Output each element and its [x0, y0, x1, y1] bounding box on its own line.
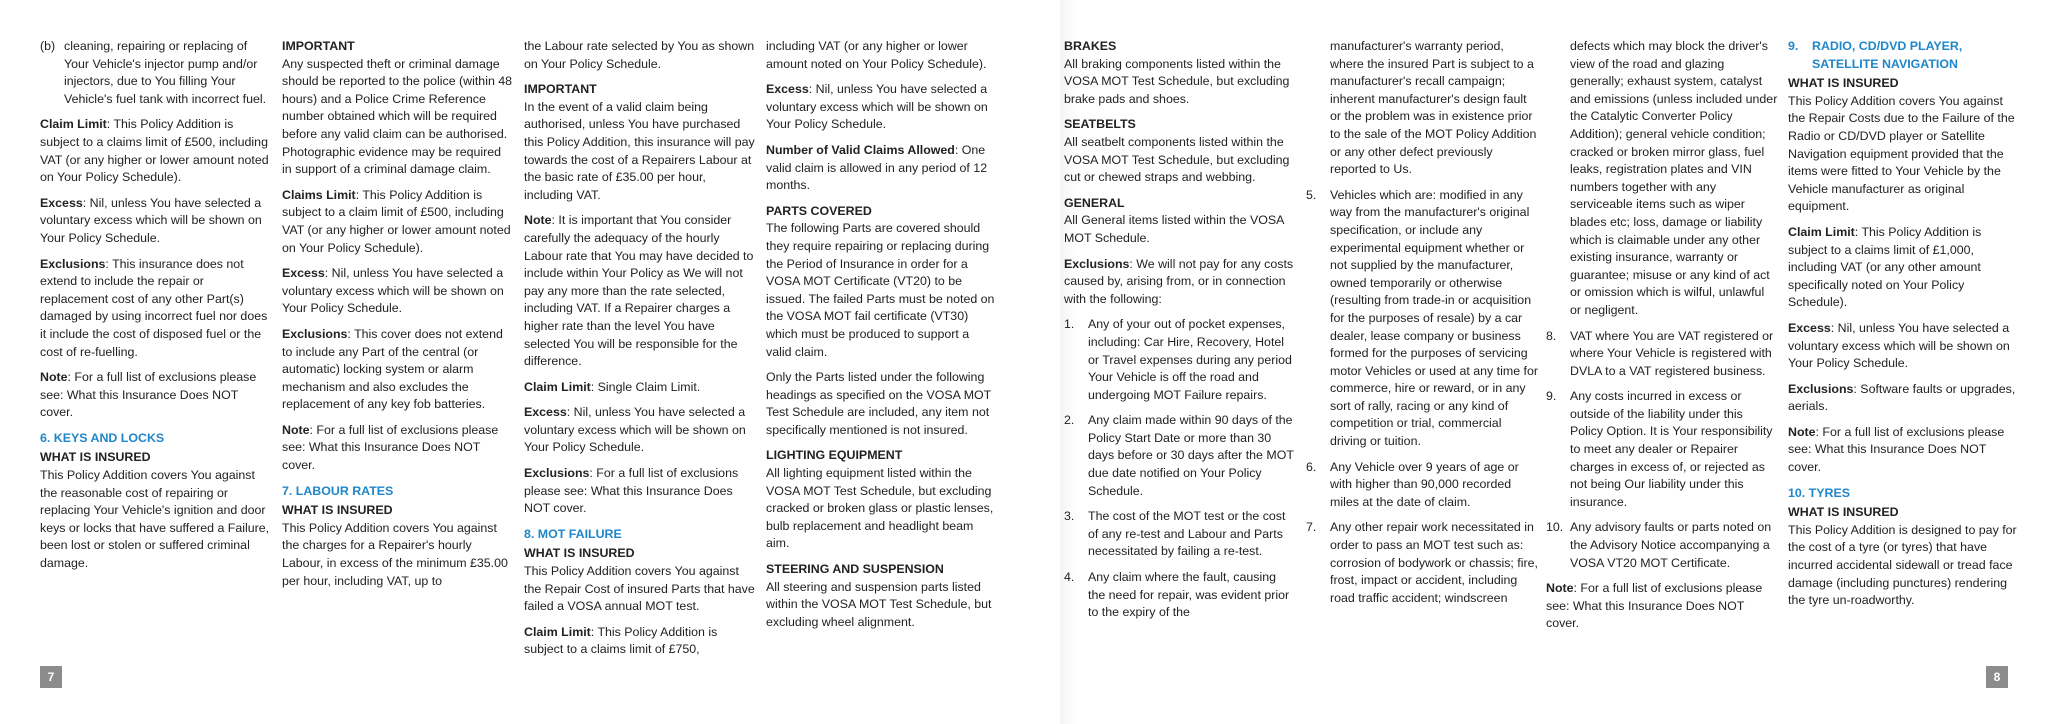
claim-limit-paragraph	[1788, 224, 2020, 312]
list-item	[1546, 388, 1778, 511]
list-item-number: 2.	[1064, 413, 1075, 428]
list-item	[1064, 569, 1296, 622]
excess-text: : Nil, unless You have selected a voluntary excess which will be shown on Your Policy Schedule.	[524, 405, 746, 455]
important-text: Any suspected theft or criminal damage should be reported to the police (within 48 hours) and a Police Crime Reference number obtained which will be required before any valid claim can be authorised. Photographic evidence may be required in support of a criminal damage claim.	[282, 56, 513, 177]
excess-label: Excess	[1788, 320, 1831, 335]
exclusions-paragraph	[1064, 256, 1296, 309]
continued-text: manufacturer's warranty period, where the insured Part is subject to a manufacturer's recall campaign; inherent manufacturer's design fault or the problem was in existence prior to the sale of the MOT Policy Addition or any other defect previously reported to Us.	[1330, 39, 1537, 177]
steering-suspension-text: All steering and suspension parts listed within the VOSA MOT Test Schedule, but excluding wheel alignment.	[766, 579, 992, 629]
claim-limit-paragraph	[524, 379, 756, 397]
claim-limit-paragraph	[40, 116, 272, 186]
column-6	[1306, 38, 1538, 615]
continued-text: including VAT (or any higher or lower amount noted on Your Policy Schedule).	[766, 39, 987, 71]
list-item-text: Any advisory faults or parts noted on the Advisory Notice accompanying a VOSA VT20 MOT Certificate.	[1570, 520, 1772, 570]
note-text: : For a full list of exclusions please see: What this Insurance Does NOT cover.	[282, 422, 499, 473]
claim-limit-text: : Single Claim Limit.	[590, 379, 701, 394]
list-item-text: VAT where You are VAT registered or where Your Vehicle is registered with DVLA to a VAT registered business.	[1570, 328, 1774, 378]
excess-label: Excess	[766, 82, 809, 97]
note-label: Note	[1788, 424, 1816, 439]
claim-limit-label: Claim Limit	[40, 117, 107, 132]
what-is-insured-heading: WHAT IS INSURED	[40, 450, 151, 465]
excess-text: : Nil, unless You have selected a voluntary excess which will be shown on Your Policy Schedule.	[766, 82, 988, 132]
list-item-text: Vehicles which are: modified in any way from the manufacturer's original specification, or include any experimental equipment whether or not supplied by the manufacturer, owned temporarily or otherwise (resulting from trade-in or acquisition for the purposes of resale) by a car dealer, lease company or business formed for the purposes of servicing motor Vehicles or used at any time for commerce, hire or reward, or in any sort of rally, racing or any kind of competition or trial, commercial driving or tuition.	[1330, 187, 1538, 449]
section-heading-labour-rates: 7. LABOUR RATES	[282, 483, 394, 498]
exclusions-label: Exclusions	[40, 256, 106, 271]
brakes-heading: BRAKES	[1064, 39, 1117, 53]
excess-paragraph	[524, 404, 756, 457]
list-item-text: cleaning, repairing or replacing of Your Vehicle's injector pump and/or injectors, due to You filling Your Vehicle's fuel tank with incorrect fuel.	[64, 39, 267, 106]
list-item-text: Any claim where the fault, causing the need for repair, was evident prior to the expiry of the	[1088, 570, 1290, 620]
column-1	[40, 38, 272, 581]
seatbelts-heading: SEATBELTS	[1064, 117, 1136, 132]
note-text: : For a full list of exclusions please see: What this Insurance Does NOT cover.	[40, 370, 257, 420]
note-label: Note	[40, 370, 68, 385]
exclusions-text: : This insurance does not extend to include the repair or replacement cost of any other Part(s) damaged by using incorrect fuel nor does it include the cost of disposed fuel or the cost of re-fuelling.	[40, 256, 268, 359]
excess-paragraph	[766, 81, 998, 134]
list-item-text: Any other repair work necessitated in order to pass an MOT test such as: corrosion of bodywork or chassis; fire, frost, impact or accident, including road traffic accident; windscreen	[1330, 520, 1538, 605]
excess-label: Excess	[40, 195, 83, 210]
column-2	[282, 38, 514, 598]
list-item-text: Any claim made within 90 days of the Policy Start Date or more than 30 days before or 30 days after the MOT due date notified on Your Policy Schedule.	[1088, 413, 1294, 498]
brakes-text: All braking components listed within the VOSA MOT Test Schedule, but excluding brake pads and shoes.	[1064, 56, 1290, 106]
list-item-number: 4.	[1064, 570, 1075, 585]
list-item-number: 7.	[1306, 520, 1317, 535]
list-item	[1064, 412, 1296, 500]
exclusions-paragraph	[524, 465, 756, 518]
column-3	[524, 38, 756, 667]
list-item-number: 6.	[1306, 459, 1317, 474]
exclusions-label: Exclusions	[1788, 381, 1854, 396]
excess-text: : Nil, unless You have selected a voluntary excess which will be shown on Your Policy Schedule.	[282, 266, 504, 316]
section-body: This Policy Addition covers You against the charges for a Repairer's hourly Labour, in excess of the minimum £35.00 per hour, including VAT, up to	[282, 520, 508, 588]
claims-limit-label: Claims Limit	[282, 187, 356, 202]
lighting-equipment-heading: LIGHTING EQUIPMENT	[766, 448, 903, 463]
exclusions-text: : We will not pay for any costs caused by, arising from, or in connection with the following:	[1064, 256, 1294, 306]
exclusions-paragraph	[282, 326, 514, 414]
page-number-left: 7	[40, 666, 62, 688]
note-label: Note	[524, 213, 552, 228]
claim-limit-text: : This Policy Addition is subject to a claims limit of £750,	[524, 624, 718, 657]
excess-label: Excess	[524, 405, 567, 420]
list-item-text: Any costs incurred in excess or outside of the liability under this Policy Option. It is Your responsibility to meet any dealer or Repairer charges in excess of, or rejected as not being Our liability under this insurance.	[1570, 389, 1773, 509]
valid-claims-label: Number of Valid Claims Allowed	[766, 142, 955, 157]
important-heading: IMPORTANT	[282, 39, 355, 53]
continued-text: defects which may block the driver's view of the road and glazing generally; exhaust system, catalyst and emissions (unless included under the Catalytic Converter Policy Addition); general vehicle condition; cracked or broken mirror glass, fuel leaks, registration plates and VIN numbers together with any serviceable items such as wiper blades etc; loss, damage or liability which is claimable under any other existing insurance, warranty or guarantee; misuse or any kind of act or omission which is wilful, unlawful or negligent.	[1570, 39, 1778, 317]
list-item	[1546, 328, 1778, 381]
what-is-insured-heading: WHAT IS INSURED	[1788, 76, 1899, 91]
what-is-insured-heading: WHAT IS INSURED	[1788, 505, 1899, 520]
list-item-number: 1.	[1064, 317, 1075, 332]
exclusions-paragraph	[40, 256, 272, 362]
list-item-text: Any of your out of pocket expenses, including: Car Hire, Recovery, Hotel or Travel expenses during any period Your Vehicle is off the road and undergoing MOT Failure repairs.	[1088, 317, 1292, 402]
section-body: This Policy Addition covers You against the Repair Costs due to the Failure of the Radio or CD/DVD player or Satellite Navigation equipment provided that the items were fitted to Your Vehicle by the Vehicle manufacturer as original equipment.	[1788, 93, 2015, 214]
exclusions-text: : This cover does not extend to include any Part of the central (or automatic) locking system or alarm mechanism and also excludes the replacement of any key fob batteries.	[282, 326, 503, 412]
list-item	[1306, 519, 1538, 607]
list-item-text: Any Vehicle over 9 years of age or with higher than 90,000 recorded miles at the date of claim.	[1330, 459, 1519, 509]
what-is-insured-heading: WHAT IS INSURED	[524, 546, 635, 561]
note-paragraph	[1546, 580, 1778, 633]
claims-limit-paragraph	[282, 187, 514, 257]
list-item	[40, 38, 272, 108]
exclusions-paragraph	[1788, 381, 2020, 416]
claim-limit-text: : This Policy Addition is subject to a claims limit of £500, including VAT (or any higher or lower amount noted on Your Policy Schedule).	[40, 117, 269, 185]
list-item-number: 3.	[1064, 509, 1075, 524]
exclusions-text: : For a full list of exclusions please see: What this Insurance Does NOT cover.	[524, 466, 739, 516]
section-heading-radio-satnav	[1788, 38, 2020, 73]
excess-text: : Nil, unless You have selected a voluntary excess which will be shown on Your Policy Schedule.	[40, 195, 262, 245]
valid-claims-text: : One valid claim is allowed in any period of 12 months.	[766, 142, 988, 193]
section-number: 9.	[1788, 39, 1799, 53]
page-number-right: 8	[1986, 666, 2008, 688]
continued-text: the Labour rate selected by You as shown on Your Policy Schedule.	[524, 39, 755, 71]
list-item-number: (b)	[40, 39, 56, 53]
claim-limit-text: : This Policy Addition is subject to a claims limit of £1,000, including VAT (or any other amount specifically noted on Your Policy Schedule).	[1788, 224, 1982, 310]
parts-covered-heading: PARTS COVERED	[766, 203, 872, 218]
list-item	[1306, 459, 1538, 512]
column-5	[1064, 38, 1296, 630]
exclusions-label: Exclusions	[524, 466, 590, 481]
important-text: In the event of a valid claim being authorised, unless You have purchased this Policy Addition, this insurance will pay towards the cost of a Repairers Labour at the basic rate of £35.00 per hour, including VAT.	[524, 99, 755, 202]
list-item-number: 8.	[1546, 328, 1557, 343]
general-heading: GENERAL	[1064, 195, 1125, 210]
section-heading-tyres: 10. TYRES	[1788, 485, 1850, 500]
list-item-number: 10.	[1546, 520, 1564, 535]
note-paragraph	[282, 422, 514, 475]
section-body: This Policy Addition covers You against the reasonable cost of repairing or replacing Your Vehicle's ignition and door keys or locks that have suffered a Failure, been lost or stolen or suffered criminal damage.	[40, 468, 270, 571]
valid-claims-paragraph	[766, 142, 998, 195]
list-item	[1306, 187, 1538, 451]
parts-covered-text: The following Parts are covered should they require repairing or replacing during the Period of Insurance in order for a VOSA MOT Certificate (VT20) to be issued. The failed Parts must be noted on the VOSA MOT fail certificate (VT30) which must be produced to support a valid claim.	[766, 221, 995, 359]
claim-limit-label: Claim Limit	[1788, 224, 1855, 239]
note-paragraph	[40, 369, 272, 422]
note-paragraph	[1788, 424, 2020, 477]
section-title: RADIO, CD/DVD PLAYER, SATELLITE NAVIGATION	[1812, 39, 1963, 71]
claims-limit-text: : This Policy Addition is subject to a claim limit of £500, including VAT (or any higher or lower amount noted on Your Policy Schedule).	[282, 187, 511, 255]
list-item	[1064, 508, 1296, 561]
excess-paragraph	[40, 195, 272, 248]
column-7	[1546, 38, 1778, 641]
only-parts-text: Only the Parts listed under the following headings as specified on the VOSA MOT Test Schedule are included, any item not specifically mentioned is not insured.	[766, 370, 991, 437]
exclusions-label: Exclusions	[1064, 256, 1130, 271]
list-item-number: 9.	[1546, 389, 1557, 404]
claim-limit-label: Claim Limit	[524, 379, 591, 394]
note-label: Note	[1546, 581, 1574, 596]
list-item-text: The cost of the MOT test or the cost of any re-test and Labour and Parts necessitated by failing a re-test.	[1088, 509, 1286, 559]
list-item	[1064, 316, 1296, 404]
steering-suspension-heading: STEERING AND SUSPENSION	[766, 562, 944, 577]
excess-text: : Nil, unless You have selected a voluntary excess which will be shown on Your Policy Schedule.	[1788, 320, 2010, 371]
section-body: This Policy Addition covers You against the Repair Cost of insured Parts that have failed a VOSA annual MOT test.	[524, 564, 755, 614]
excess-paragraph	[282, 265, 514, 318]
section-body: This Policy Addition is designed to pay for the cost of a tyre (or tyres) that have incurred accidental sidewall or tread face damage (including punctures) rendering the tyre un-roadworthy.	[1788, 522, 2017, 608]
note-text: : For a full list of exclusions please see: What this Insurance Does NOT cover.	[1546, 581, 1763, 631]
note-text: : For a full list of exclusions please see: What this Insurance Does NOT cover.	[1788, 424, 2005, 475]
exclusions-label: Exclusions	[282, 326, 348, 341]
list-item-number: 5.	[1306, 187, 1317, 202]
section-heading-mot-failure: 8. MOT FAILURE	[524, 526, 622, 541]
what-is-insured-heading: WHAT IS INSURED	[282, 503, 393, 518]
claim-limit-paragraph	[524, 624, 756, 659]
excess-label: Excess	[282, 266, 325, 281]
claim-limit-label: Claim Limit	[524, 624, 591, 639]
lighting-equipment-text: All lighting equipment listed within the VOSA MOT Test Schedule, but excluding cracked or broken glass or plastic lenses, bulb replacement and headlight beam aim.	[766, 466, 994, 551]
excess-paragraph	[1788, 320, 2020, 373]
column-4	[766, 38, 998, 639]
note-text: : It is important that You consider carefully the adequacy of the hourly Labour rate that You may have decided to include within Your Policy as We will not pay any more than the rate selected, including VAT. If a Repairer charges a higher rate than the level You have selected You will be responsible for the difference.	[524, 213, 754, 369]
section-heading-keys-and-locks: 6. KEYS AND LOCKS	[40, 430, 165, 445]
note-label: Note	[282, 422, 310, 437]
column-8	[1788, 38, 2020, 618]
list-item	[1546, 519, 1778, 572]
general-text: All General items listed within the VOSA MOT Schedule.	[1064, 213, 1284, 245]
exclusions-text: : Software faults or upgrades, aerials.	[1788, 381, 2016, 414]
note-paragraph	[524, 212, 756, 370]
seatbelts-text: All seatbelt components listed within the VOSA MOT Test Schedule, but excluding cut or chewed straps and webbing.	[1064, 134, 1290, 185]
important-heading: IMPORTANT	[524, 82, 597, 97]
